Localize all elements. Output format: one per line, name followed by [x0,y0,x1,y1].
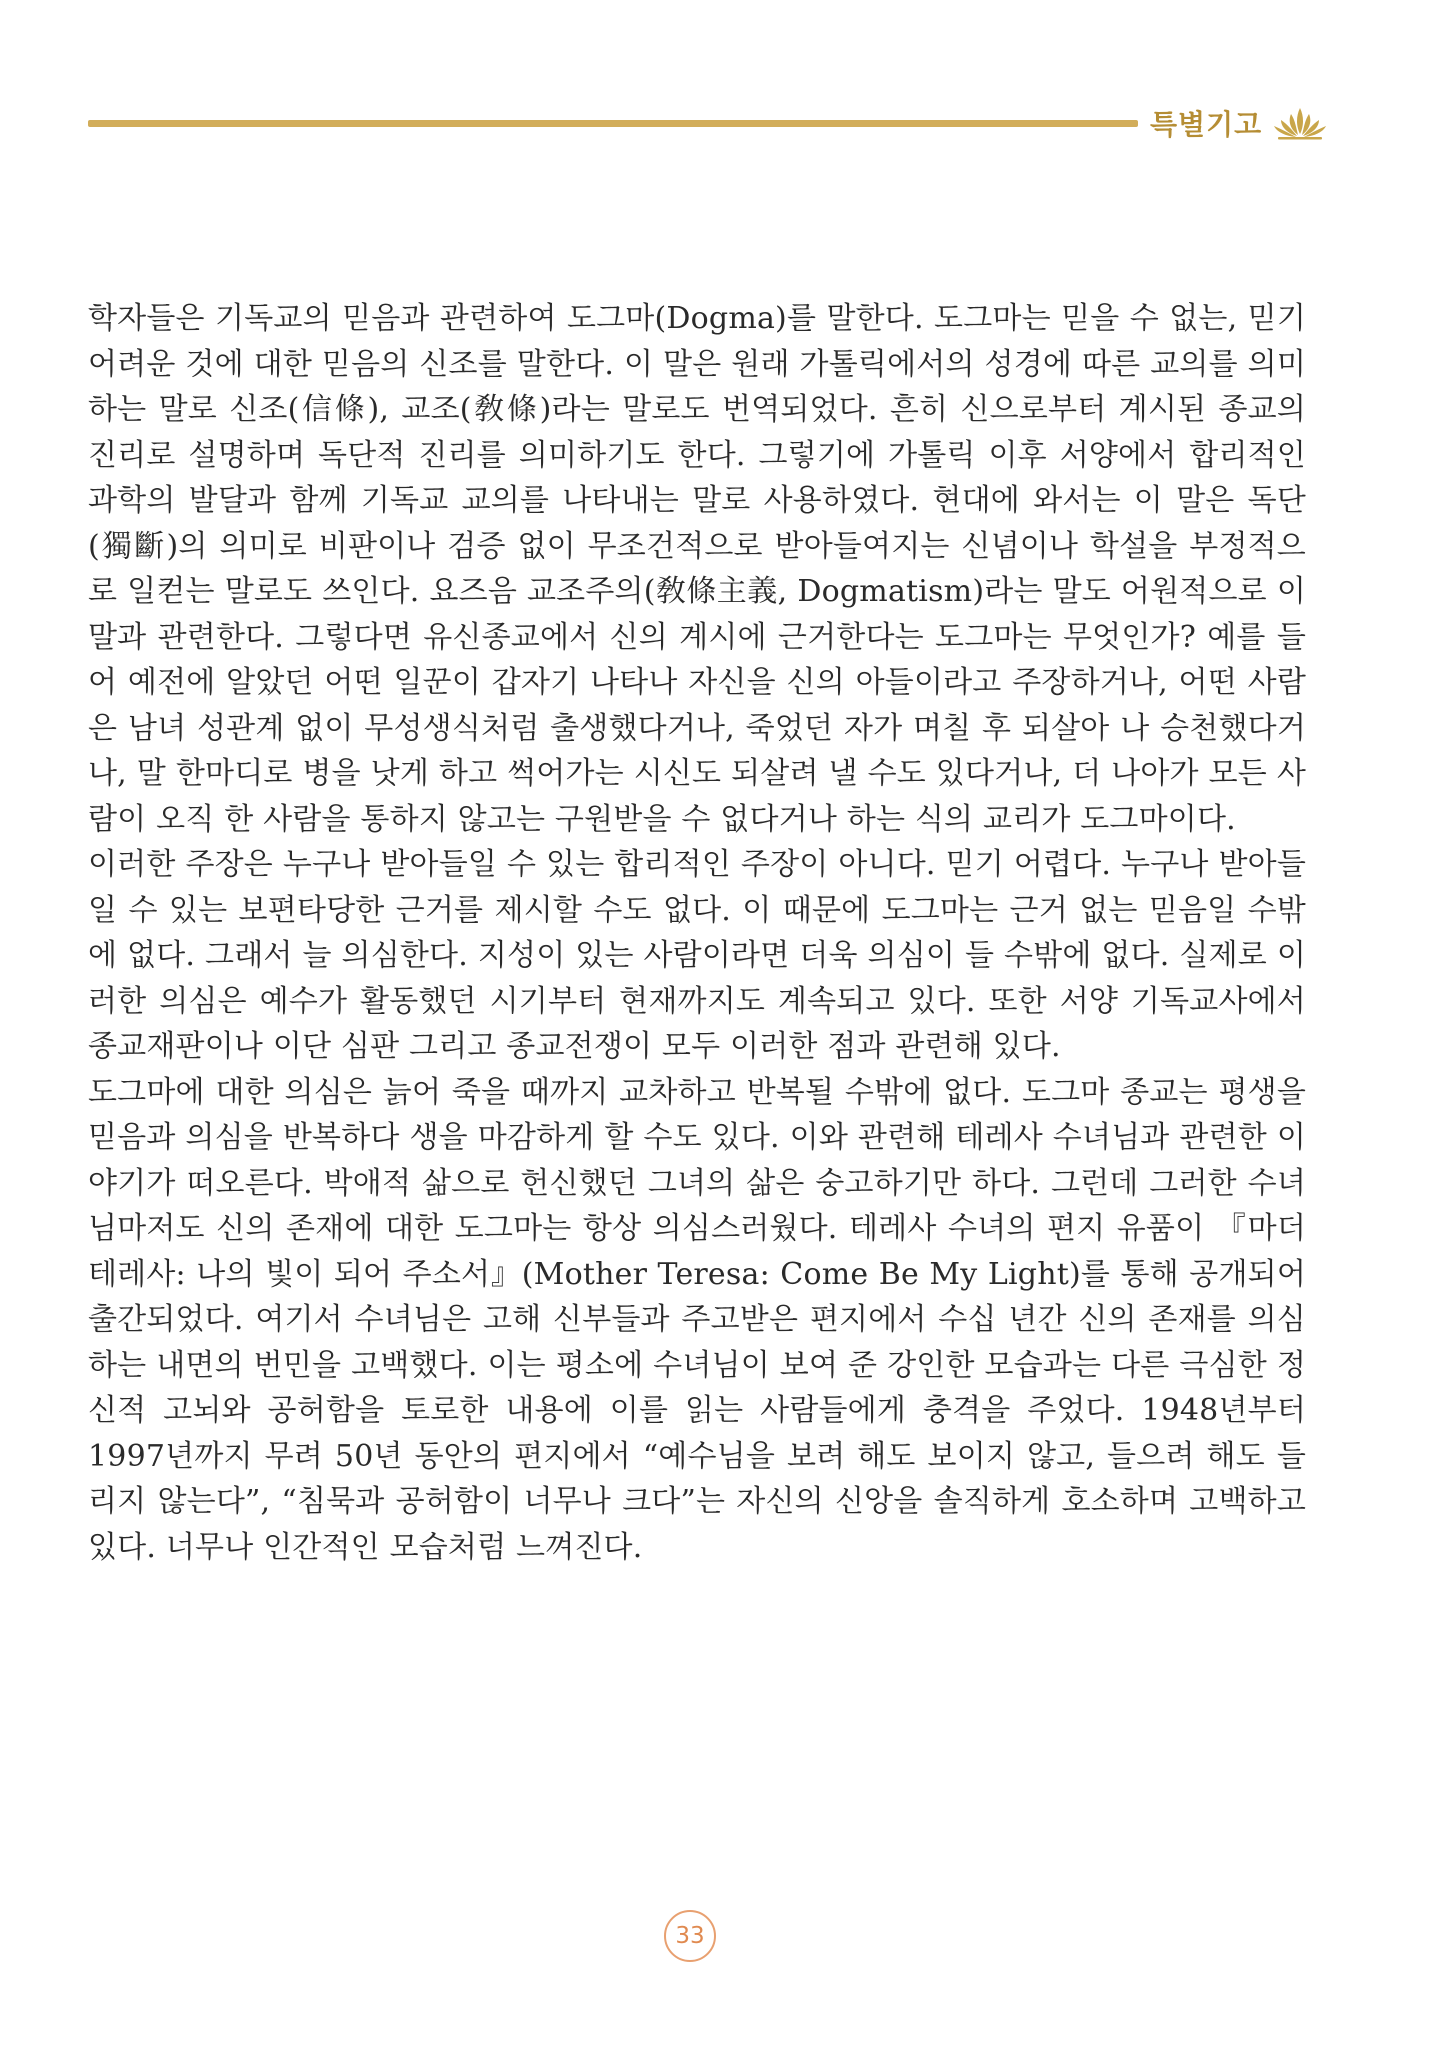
lotus-icon [1272,106,1328,140]
section-label: 특별기고 [1150,108,1263,141]
header-rule [88,120,1138,127]
article-body [88,296,1306,1570]
paragraph-mother-teresa: 도그마에 대한 의심은 늙어 죽을 때까지 교차하고 반복될 수밖에 없다. 도그마 종교는 평생을 믿음과 의심을 반복하다 생을 마감하게 할 수도 있다. 이와 관련해 테레사 수녀님과 관련한 이야기가 떠오른다. 박애적 삶으로 헌신했던 그녀의 삶은 숭고하기만 하다. 그런데 그러한 수녀님마저도 신의 존재에 대한 도그마는 항상 의심스러웠다. 테레사 수녀의 편지 유품이 『마더 테레사: 나의 빛이 되어 주소서』(Mother Teresa: Come Be My Light)를 통해 공개되어 출간되었다. 여기서 수녀님은 고해 신부들과 주고받은 편지에서 수십 년간 신의 존재를 의심하는 내면의 번민을 고백했다. 이는 평소에 수녀님이 보여 준 강인한 모습과는 다른 극심한 정신적 고뇌와 공허함을 토로한 내용에 이를 읽는 사람들에게 충격을 주었다. 1948년부터 1997년까지 무려 50년 동안의 편지에서 “예수님을 보려 해도 보이지 않고, 들으려 해도 들리지 않는다”, “침묵과 공허함이 너무나 크다”는 자신의 신앙을 솔직하게 호소하며 고백하고 있다. 너무나 인간적인 모습처럼 느껴진다. [88,1074,1306,1565]
paragraph-dogma-definition: 학자들은 기독교의 믿음과 관련하여 도그마(Dogma)를 말한다. 도그마는 믿을 수 없는, 믿기 어려운 것에 대한 믿음의 신조를 말한다. 이 말은 원래 가톨릭에서의 성경에 따른 교의를 의미하는 말로 신조(信條), 교조(敎條)라는 말로도 번역되었다. 흔히 신으로부터 계시된 종교의 진리로 설명하며 독단적 진리를 의미하기도 한다. 그렇기에 가톨릭 이후 서양에서 합리적인 과학의 발달과 함께 기독교 교의를 나타내는 말로 사용하였다. 현대에 와서는 이 말은 독단(獨斷)의 의미로 비판이나 검증 없이 무조건적으로 받아들여지는 신념이나 학설을 부정적으로 일컫는 말로도 쓰인다. 요즈음 교조주의(敎條主義, Dogmatism)라는 말도 어원적으로 이 말과 관련한다. 그렇다면 유신종교에서 신의 계시에 근거한다는 도그마는 무엇인가? 예를 들어 예전에 알았던 어떤 일꾼이 갑자기 나타나 자신을 신의 아들이라고 주장하거나, 어떤 사람은 남녀 성관계 없이 무성생식처럼 출생했다거나, 죽었던 자가 며칠 후 되살아 나 승천했다거나, 말 한마디로 병을 낫게 하고 썩어가는 시신도 되살려 낼 수도 있다거나, 더 나아가 모든 사람이 오직 한 사람을 통하지 않고는 구원받을 수 없다거나 하는 식의 교리가 도그마이다. [88,301,1306,837]
paragraph-doubt: 이러한 주장은 누구나 받아들일 수 있는 합리적인 주장이 아니다. 믿기 어렵다. 누구나 받아들일 수 있는 보편타당한 근거를 제시할 수도 없다. 이 때문에 도그마는 근거 없는 믿음일 수밖에 없다. 그래서 늘 의심한다. 지성이 있는 사람이라면 더욱 의심이 들 수밖에 없다. 실제로 이러한 의심은 예수가 활동했던 시기부터 현재까지도 계속되고 있다. 또한 서양 기독교사에서 종교재판이나 이단 심판 그리고 종교전쟁이 모두 이러한 점과 관련해 있다. [88,847,1306,1064]
page-number: 33 [664,1910,716,1962]
section-header [1150,103,1328,143]
